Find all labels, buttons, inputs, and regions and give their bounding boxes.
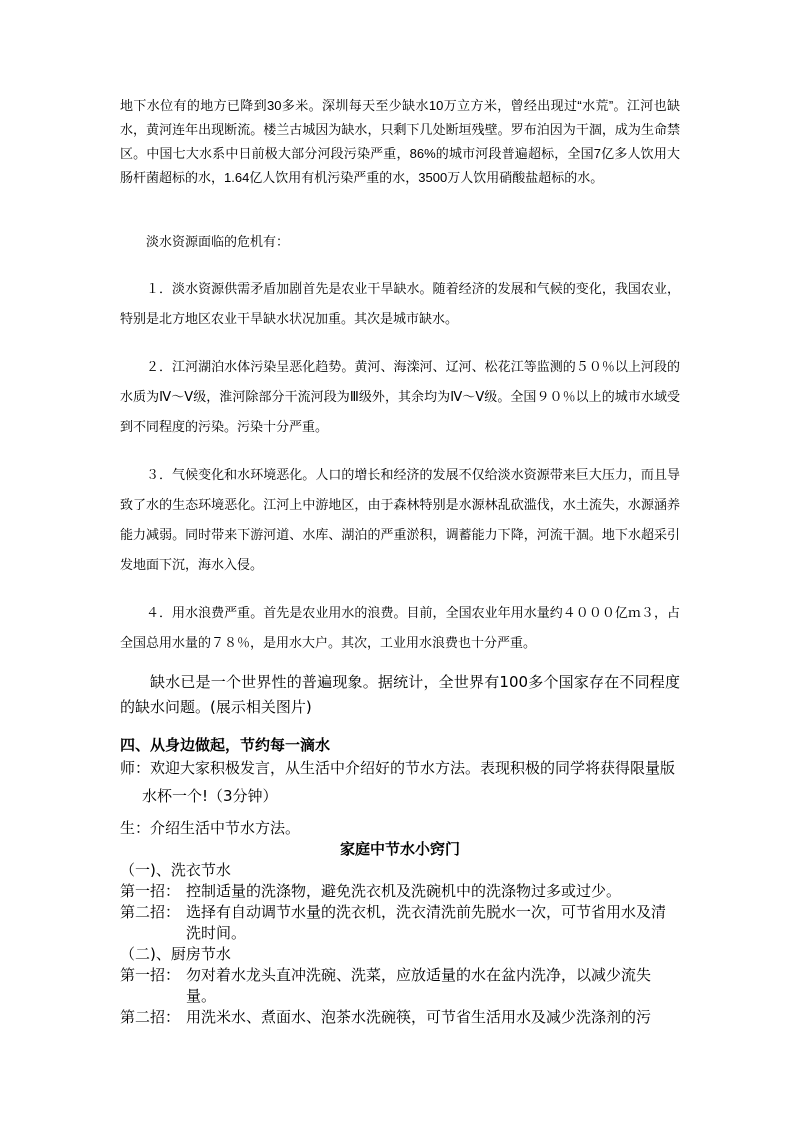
tip-label: 第二招： xyxy=(120,1008,181,1026)
kitchen-tip-2 xyxy=(120,1007,680,1028)
laundry-tip-2 xyxy=(120,902,680,944)
student-line: 生：介绍生活中节水方法。 xyxy=(120,819,301,837)
paragraph-crisis-2: ２．江河湖泊水体污染呈恶化趋势。黄河、海滦河、辽河、松花江等监测的５０％以上河段的水质为Ⅳ～Ⅴ级，淮河除部分干流河段为Ⅲ级外，其余均为Ⅳ～Ⅴ级。全国９０％以上的城市水域受到不同程度的污染。污染十分严重。 xyxy=(120,359,680,434)
tip-label: 第二招： xyxy=(120,903,181,921)
tip-text: 勿对着水龙头直冲洗碗、洗菜，应放适量的水在盆内洗净，以减少流失量。 xyxy=(186,966,652,1005)
tips-title: 家庭中节水小窍门 xyxy=(339,840,460,858)
tip-text: 选择有自动调节水量的洗衣机，洗衣清洗前先脱水一次，可节省用水及清洗时间。 xyxy=(186,903,667,942)
laundry-heading: （一)、洗衣节水 xyxy=(120,861,231,879)
tip-label: 第一招： xyxy=(120,966,181,984)
tip-label: 第一招： xyxy=(120,882,181,900)
paragraph-global-shortage: 缺水已是一个世界性的普遍现象。据统计，全世界有100多个国家存在不同程度的缺水问题。(展示相关图片) xyxy=(120,673,680,716)
paragraph-crisis-1: １．淡水资源供需矛盾加剧首先是农业干旱缺水。随着经济的发展和气候的变化，我国农业，特别是北方地区农业干旱缺水状况加重。其次是城市缺水。 xyxy=(120,281,680,326)
teacher-line: 师：欢迎大家积极发言，从生活中介绍好的节水方法。表现积极的同学将获得限量版水杯一个!（3分钟） xyxy=(120,759,676,805)
tip-text: 用洗米水、煮面水、泡茶水洗碗筷，可节省生活用水及减少洗涤剂的污 xyxy=(186,1008,652,1026)
paragraph-crisis-3: ３．气候变化和水环境恶化。人口的增长和经济的发展不仅给淡水资源带来巨大压力，而且导致了水的生态环境恶化。江河上中游地区，由于森林特别是水源林乱砍滥伐，水土流失，水源涵养能力减弱。同时带来下游河道、水库、湖泊的严重淤积，调蓄能力下降，河流干涸。地下水超采引发地面下沉，海水入侵。 xyxy=(120,467,680,572)
paragraph-water-shortage: 地下水位有的地方已降到30多米。深圳每天至少缺水10万立方米，曾经出现过“水荒”。江河也缺水，黄河连年出现断流。楼兰古城因为缺水，只剩下几处断垣残壁。罗布泊因为干涸，成为生命禁区。中国七大水系中日前极大部分河段污染严重，86%的城市河段普遍超标，全国7亿多人饮用大肠杆菌超标的水，1.64亿人饮用有机污染严重的水，3500万人饮用硝酸盐超标的水。 xyxy=(120,98,680,185)
paragraph-crisis-intro: 淡水资源面临的危机有： xyxy=(146,234,290,249)
tip-text: 控制适量的洗涤物，避免洗衣机及洗碗机中的洗涤物过多或过少。 xyxy=(186,882,622,900)
kitchen-heading: （二)、厨房节水 xyxy=(120,945,231,963)
laundry-tip-1 xyxy=(120,881,680,902)
paragraph-crisis-4: ４．用水浪费严重。首先是农业用水的浪费。目前，全国农业年用水量约４０００亿ｍ３，占全国总用水量的７８％，是用水大户。其次，工业用水浪费也十分严重。 xyxy=(120,605,680,650)
kitchen-tip-1 xyxy=(120,965,680,1007)
section-heading: 四、从身边做起，节约每一滴水 xyxy=(120,736,331,754)
